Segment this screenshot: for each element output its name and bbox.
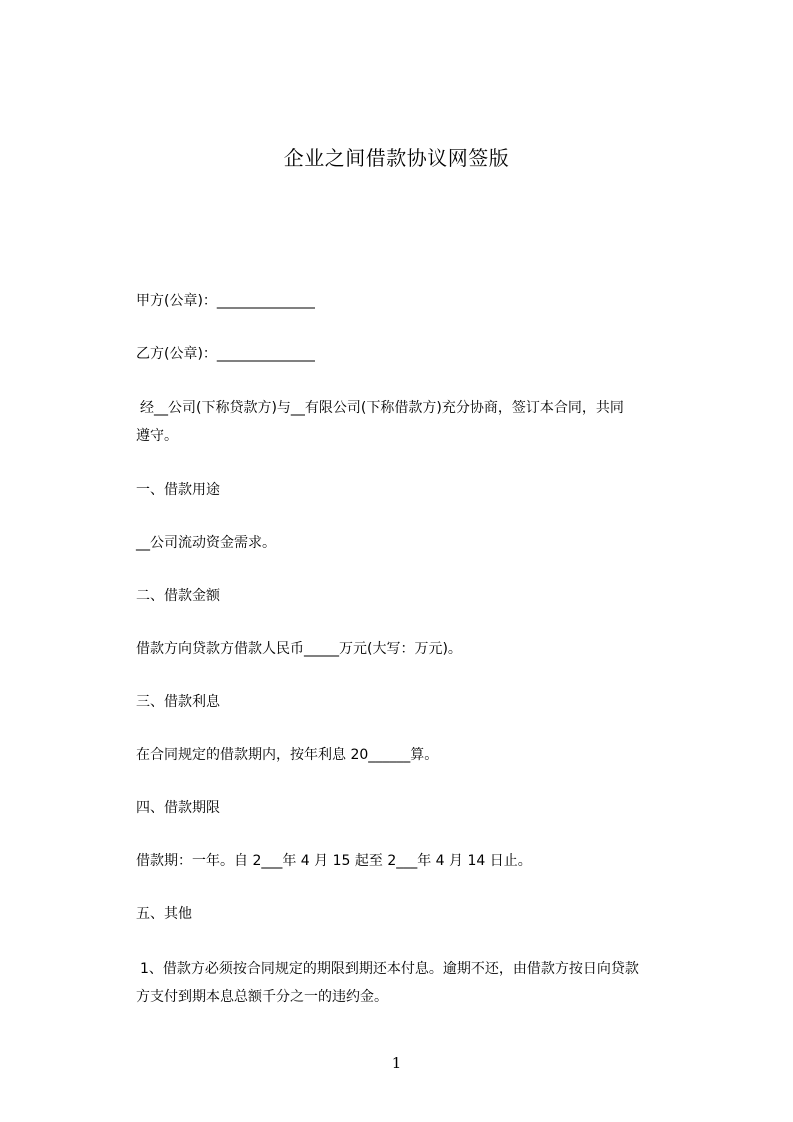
document-title: 企业之间借款协议网签版: [283, 146, 510, 170]
section-1-body: __公司流动资金需求。: [136, 535, 276, 551]
intro-line-2: 遵守。: [136, 428, 178, 444]
clause-1-line-2: 方支付到期本息总额千分之一的违约金。: [136, 989, 388, 1005]
page-number: 1: [391, 1054, 402, 1072]
intro-line-1: 经__公司(下称贷款方)与__有限公司(下称借款方)充分协商，签订本合同，共同: [140, 400, 624, 416]
section-2-body: 借款方向贷款方借款人民币_____万元(大写：万元)。: [136, 641, 462, 657]
section-3-body: 在合同规定的借款期内，按年利息 20______算。: [136, 747, 439, 763]
section-4-body: 借款期：一年。自 2___年 4 月 15 起至 2___年 4 月 14 日止。: [136, 853, 532, 869]
section-2-heading: 二、借款金额: [136, 588, 220, 604]
party-a-line: 甲方(公章)：______________: [136, 293, 315, 309]
section-3-heading: 三、借款利息: [136, 694, 220, 710]
clause-1-line-1: 1、借款方必须按合同规定的期限到期还本付息。逾期不还，由借款方按日向贷款: [140, 961, 639, 977]
section-1-heading: 一、借款用途: [136, 482, 220, 498]
party-b-line: 乙方(公章)：______________: [136, 346, 315, 362]
section-4-heading: 四、借款期限: [136, 800, 220, 816]
section-5-heading: 五、其他: [136, 906, 192, 922]
